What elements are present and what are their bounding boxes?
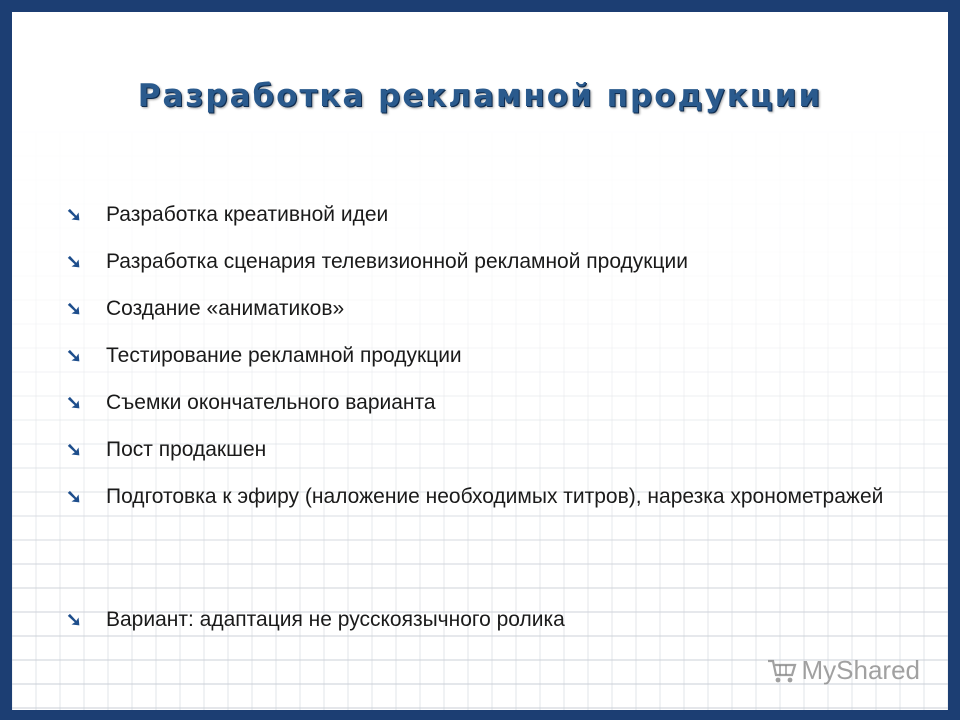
list-item: ➘ Подготовка к эфиру (наложение необходимых титров), нарезка хронометражей [66, 485, 884, 508]
list-item: ➘ Разработка креативной идеи [66, 203, 389, 226]
arrow-icon: ➘ [66, 487, 82, 508]
slide-panel [12, 12, 948, 710]
list-item: ➘ Тестирование рекламной продукции [66, 344, 462, 367]
arrow-icon: ➘ [66, 610, 82, 631]
slide-title: Разработка рекламной продукции [137, 78, 823, 114]
watermark-logo [766, 655, 921, 686]
arrow-icon: ➘ [66, 393, 82, 414]
list-item: ➘ Съемки окончательного варианта [66, 391, 436, 414]
list-item: ➘ Вариант: адаптация не русскоязычного ролика [66, 608, 565, 631]
arrow-icon: ➘ [66, 252, 82, 273]
arrow-icon: ➘ [66, 346, 82, 367]
arrow-icon: ➘ [66, 205, 82, 226]
arrow-icon: ➘ [66, 440, 82, 461]
cart-icon [766, 657, 798, 685]
list-item: ➘ Пост продакшен [66, 438, 267, 461]
arrow-icon: ➘ [66, 299, 82, 320]
watermark-text: MyShared [801, 655, 920, 685]
list-item: ➘ Разработка сценария телевизионной рекламной продукции [66, 250, 688, 273]
bullet-list [66, 202, 946, 654]
list-item: ➘ Создание «аниматиков» [66, 297, 345, 320]
list-spacer [66, 531, 946, 607]
